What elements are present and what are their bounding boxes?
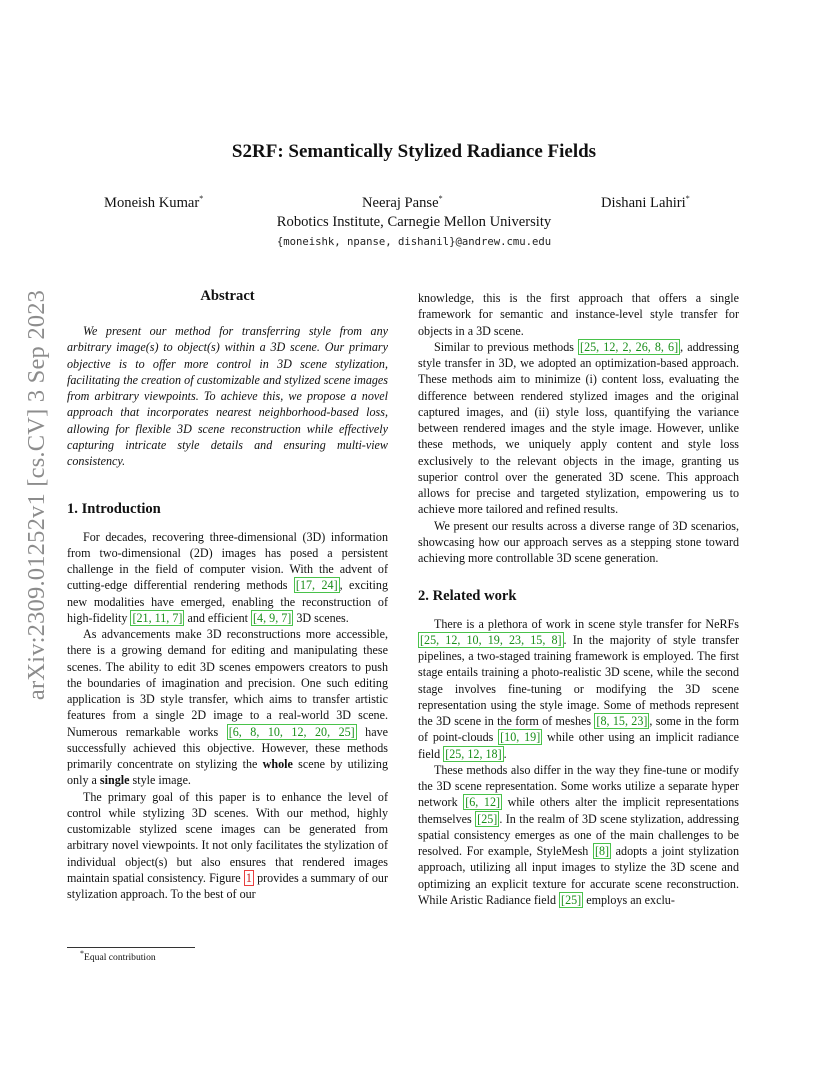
right-column (418, 290, 739, 908)
citation-link[interactable]: [25] (477, 811, 498, 826)
author: Neeraj Panse* (362, 194, 443, 211)
equal-contribution-mark: * (685, 194, 690, 204)
intro-paragraph-3-continued: knowledge, this is the first approach that offers a single framework for semantic and instance-level style transfer for objects in a 3D scene. (418, 291, 739, 338)
left-column (67, 288, 388, 902)
section-heading-introduction: 1. Introduction (67, 501, 161, 518)
citation-link[interactable]: [21, 11, 7] (132, 610, 183, 625)
section-heading-related-work: 2. Related work (418, 588, 517, 605)
citation-link[interactable]: [25] (561, 892, 582, 907)
intro-paragraph-5: We present our results across a diverse range of 3D scenarios, showcasing how our approach serves as a stepping stone toward achieving more controllable 3D scene generation. (418, 518, 739, 565)
citation-link[interactable]: [8] (594, 844, 610, 858)
citation-link[interactable]: [25, 12, 10, 19, 23, 15, 8] (420, 632, 562, 647)
intro-paragraph-3: The primary goal of this paper is to enhance the level of control while stylizing 3D scenes. With our method, highly customizable stylized scene images can be generated from arbitrary novel viewpoints. It not only facilitates the stylization of individual object(s) but also ensures that rendered images maintain spatial consistency. Figure 1 provides a summary of our stylization approach. To the best of our (67, 789, 389, 901)
citation-link[interactable]: [6, 12] (465, 795, 501, 810)
affiliation: Robotics Institute, Carnegie Mellon University (276, 214, 552, 230)
abstract-heading: Abstract (200, 288, 255, 304)
citation-link[interactable]: [10, 19] (500, 730, 541, 745)
citation-link[interactable]: [4, 9, 7] (253, 610, 292, 625)
emphasis-whole: whole (262, 757, 293, 771)
paper-title: S2RF: Semantically Stylized Radiance Fields (231, 141, 597, 162)
author-list (60, 195, 768, 215)
intro-paragraph-2: As advancements make 3D reconstructions more accessible, there is a growing demand for editing and manipulating these scenes. The ability to edit 3D scenes empowers creators to push the boundaries of imagination and precision. One such editing application is 3D style transfer, which aims to transfer artistic features from a single 2D image to a real-world 3D scene. Numerous remarkable works [6, 8, 10, 12, 20, 25] have successfully achieved this objective. However, these methods primarily concentrate on stylizing the whole scene by utilizing only a single style image. (67, 627, 388, 788)
citation-link[interactable]: [25, 12, 2, 26, 8, 6] (580, 339, 679, 354)
citation-link[interactable]: [25, 12, 18] (445, 746, 502, 761)
author: Moneish Kumar* (104, 194, 204, 211)
footnote: *Equal contribution (80, 948, 156, 963)
abstract-text: We present our method for transferring style from any arbitrary image(s) to object(s) within a 3D scene. Our primary objective is to offer more control in 3D scene stylization, facilitating the creation of customizable and stylized scene images from arbitrary viewpoints. To achieve this, we propose a novel approach that incorporates nearest neighborhood-based loss, allowing for flexible 3D scene reconstruction while effectively capturing intricate style details and ensuring multi-view consistency. (67, 324, 388, 468)
citation-link[interactable]: [6, 8, 10, 12, 20, 25] (228, 724, 355, 739)
equal-contribution-mark: * (199, 194, 204, 204)
related-paragraph-2: These methods also differ in the way they fine-tune or modify the 3D scene representation. Some works utilize a separate hyper network [6, 12] while others alter the implicit representations themselves [25] . In the realm of 3D scene stylization, addressing spatial consistency emerges as one of the main challenges to be resolved. For example, StyleMesh [8] adopts a joint stylization approach, utilizing all input images to stylize the 3D scene and optimizing an explicit texture for accurate scene reconstruction. While Aristic Radiance field [25] employs an exclu- (418, 762, 739, 907)
footnote-rule (67, 947, 195, 948)
intro-paragraph-4: Similar to previous methods [25, 12, 2, 26, 8, 6] , addressing style transfer in 3D, we adopted an optimization-based approach. These methods aim to minimize (i) content loss, evaluating the difference between rendered stylized images and the original captured images, and (ii) style loss, quantifying the variance between rendered images and the style image. However, unlike these methods, we uniquely apply content and style loss exclusively to the relevant objects in the image, granting us superior control over the generated 3D scene. This approach allows for precise and targeted stylization, empowering us to achieve more tailored and refined results. (418, 339, 739, 517)
citation-link[interactable]: [8, 15, 23] (596, 714, 648, 728)
citation-link[interactable]: [17, 24] (295, 578, 338, 593)
emphasis-single: single (99, 773, 130, 788)
author: Dishani Lahiri* (601, 194, 690, 211)
equal-contribution-mark: * (438, 194, 443, 204)
author-emails: {moneishk, npanse, dishanil}@andrew.cmu.edu (276, 236, 552, 248)
arxiv-identifier: arXiv:2309.01252v1 [cs.CV] 3 Sep 2023 (23, 289, 50, 701)
arxiv-identifier-stamp (17, 290, 57, 700)
related-paragraph-1: There is a plethora of work in scene style transfer for NeRFs [25, 12, 10, 19, 23, 15, 8] . In the majority of style transfer pipelines, a two-staged training framework is employed. The first stage entails training a photo-realistic 3D scene, while the second stage involves fine-tuning or modifying the 3D scene representation using the style image. Some of methods represent the 3D scene in the form of meshes [8, 15, 23] , some in the form of point-clouds [10, 19] while other using an implicit radiance field [25, 12, 18] . (418, 616, 739, 761)
figure-reference-link[interactable]: 1 (245, 870, 252, 885)
intro-paragraph-1: For decades, recovering three-dimensional (3D) information from two-dimensional (2D) images has posed a persistent challenge in the field of computer vision. With the advent of cutting-edge differential rendering methods [17, 24] , exciting new modalities have emerged, enabling the reconstruction of high-fidelity [21, 11, 7] and efficient [4, 9, 7] 3D scenes. (67, 529, 389, 625)
